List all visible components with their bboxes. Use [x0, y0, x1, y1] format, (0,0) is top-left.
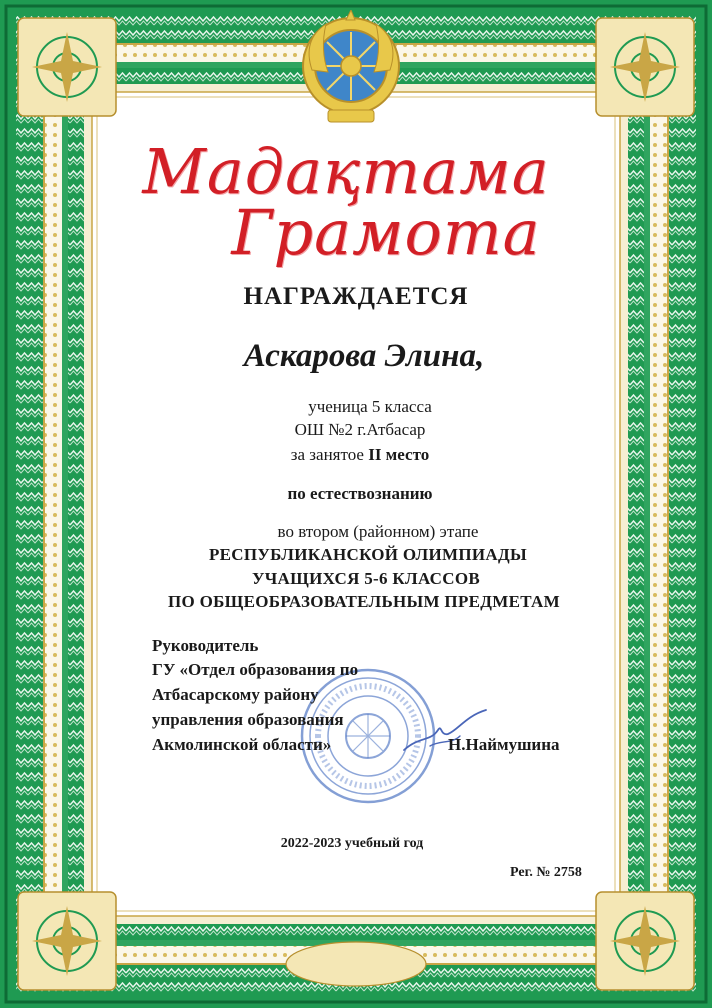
title-russian: Грамота — [231, 196, 541, 269]
title-kazakh: Мадақтама — [142, 135, 550, 208]
place-text — [4, 445, 712, 465]
place-prefix: за занятое — [290, 445, 369, 464]
recipient-name: Аскарова Элина, — [243, 338, 485, 374]
place-value: II место — [368, 445, 430, 464]
olympiad-line-3: ПО ОБЩЕОБРАЗОВАТЕЛЬНЫМ ПРЕДМЕТАМ — [168, 592, 560, 611]
school-text: ОШ №2 г.Атбасар — [294, 420, 426, 439]
academic-year: 2022-2023 учебный год — [280, 836, 424, 851]
grade-text: ученица 5 класса — [308, 397, 432, 416]
head-title: Руководитель — [152, 636, 259, 655]
awarded-heading: НАГРАЖДАЕТСЯ — [243, 283, 469, 310]
organization-line-1: ГУ «Отдел образования по — [152, 660, 359, 679]
stage-text: во втором (районном) этапе — [277, 522, 479, 541]
organization-line-3: управления образования — [152, 710, 344, 729]
organization-line-2: Атбасарскому району — [152, 685, 319, 704]
olympiad-line-1: РЕСПУБЛИКАНСКОЙ ОЛИМПИАДЫ — [208, 545, 528, 564]
registration-number: Рег. № 2758 — [510, 865, 582, 880]
subject-text: по естествознанию — [287, 484, 433, 503]
olympiad-line-2: УЧАЩИХСЯ 5-6 КЛАССОВ — [251, 569, 480, 588]
signer-name: Н.Наймушина — [448, 735, 560, 754]
organization-line-4: Акмолинской области» — [152, 735, 332, 754]
